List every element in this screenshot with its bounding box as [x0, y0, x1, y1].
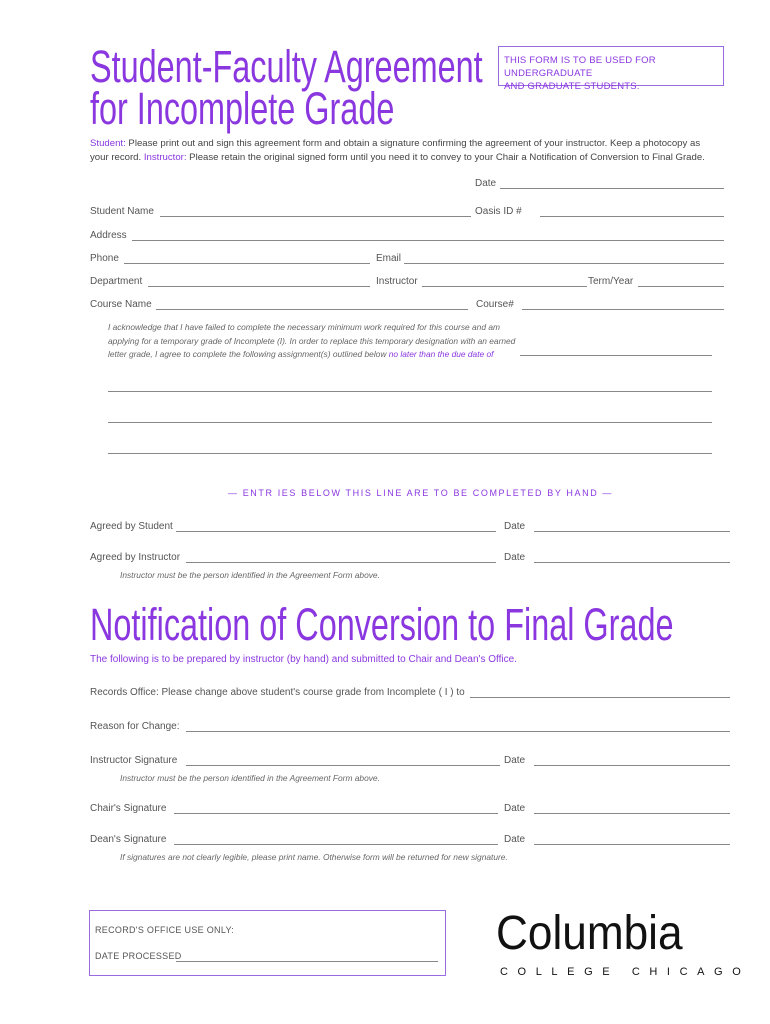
reason-label: Reason for Change:: [90, 721, 180, 732]
notice-line1: THIS FORM IS TO BE USED FOR UNDERGRADUATE: [504, 55, 656, 79]
email-field[interactable]: [404, 263, 724, 264]
dean-signature-date-label: Date: [504, 834, 526, 845]
instructor-signature-date[interactable]: [534, 765, 730, 766]
student-name-field[interactable]: [160, 216, 471, 217]
agreed-student-date-label: Date: [504, 521, 526, 532]
student-instructions: Please print out and sign this agreement form and obtain a signature confirming the agreement of your instructor. Keep a photocopy as: [125, 138, 701, 149]
term-year-field[interactable]: [638, 286, 724, 287]
term-year-label: Term/Year: [588, 276, 634, 287]
course-number-label: Course#: [476, 299, 514, 310]
phone-label: Phone: [90, 253, 119, 264]
college-chicago-logo-text: COLLEGE CHICAGO: [500, 966, 751, 978]
course-name-field[interactable]: [156, 309, 468, 310]
address-label: Address: [90, 230, 127, 241]
agreed-instructor-label: Agreed by Instructor: [90, 552, 181, 563]
course-number-field[interactable]: [522, 309, 724, 310]
acknowledgement-line2: applying for a temporary grade of Incomplete (I). In order to replace this temporary designation with an earned: [108, 335, 516, 346]
acknowledgement-line1: I acknowledge that I have failed to complete the necessary minimum work required for this course and am: [108, 322, 500, 332]
form-title-line1: Student-Faculty Agreement: [90, 41, 483, 92]
email-label: Email: [376, 253, 402, 264]
instructor-instructions: Please retain the original signed form until you need it to convey to your Chair a Notification of Conversion to Final Grade.: [186, 152, 705, 163]
chair-signature-date-label: Date: [504, 803, 526, 814]
instructor-label: Instructor:: [143, 152, 187, 163]
legibility-note: If signatures are not clearly legible, please print name. Otherwise form will be returned for new signature.: [120, 852, 508, 862]
due-date-field[interactable]: [520, 355, 712, 356]
instructions: [90, 137, 730, 165]
instructor-signature-field[interactable]: [186, 765, 500, 766]
notification-subtitle: The following is to be prepared by instructor (by hand) and submitted to Chair and Dean's Office.: [90, 654, 517, 665]
dean-signature-label: Dean's Signature: [90, 834, 167, 845]
dean-signature-date[interactable]: [534, 844, 730, 845]
address-field[interactable]: [132, 240, 724, 241]
date-field[interactable]: [500, 188, 724, 189]
due-date-text: no later than the due date of: [388, 349, 494, 359]
date-processed-field[interactable]: [176, 961, 438, 962]
agreed-student-date[interactable]: [534, 531, 730, 532]
assignment-line-1[interactable]: [108, 391, 712, 392]
oasis-id-field[interactable]: [540, 216, 724, 217]
date-processed-label: DATE PROCESSED: [95, 951, 182, 961]
student-label: Student:: [90, 138, 126, 149]
agreed-instructor-date[interactable]: [534, 562, 730, 563]
chair-signature-label: Chair's Signature: [90, 803, 167, 814]
agreed-instructor-date-label: Date: [504, 552, 526, 563]
assignment-line-3[interactable]: [108, 453, 712, 454]
columbia-logo: Columbia: [496, 907, 683, 960]
records-office-box: [89, 910, 446, 976]
course-name-label: Course Name: [90, 299, 152, 310]
student-name-label: Student Name: [90, 206, 154, 217]
undergrad-notice-box: [498, 46, 724, 92]
department-label: Department: [90, 276, 143, 287]
agreed-student-signature[interactable]: [176, 531, 496, 532]
instructor-field[interactable]: [422, 286, 587, 287]
instructor-label: Instructor: [376, 276, 418, 287]
dean-signature-field[interactable]: [174, 844, 498, 845]
form-title: [90, 41, 483, 134]
department-field[interactable]: [148, 286, 370, 287]
oasis-id-label: Oasis ID #: [475, 206, 522, 217]
chair-signature-field[interactable]: [174, 813, 498, 814]
final-grade-field[interactable]: [470, 697, 730, 698]
assignment-line-2[interactable]: [108, 422, 712, 423]
office-use-label: RECORD'S OFFICE USE ONLY:: [95, 925, 235, 935]
date-label: Date: [475, 178, 497, 189]
hand-completion-divider: — ENTR IES BELOW THIS LINE ARE TO BE COMPLETED BY HAND —: [228, 488, 614, 498]
acknowledgement-line3: letter grade, I agree to complete the following assignment(s) outlined below: [108, 349, 389, 359]
notification-title: Notification of Conversion to Final Grade: [90, 599, 674, 650]
reason-field[interactable]: [186, 731, 730, 732]
student-instructions-cont: your record.: [90, 152, 144, 163]
notice-line2: AND GRADUATE STUDENTS.: [504, 81, 640, 92]
instructor-identity-note: Instructor must be the person identified in the Agreement Form above.: [120, 570, 380, 580]
form-title-line2: for Incomplete Grade: [90, 83, 395, 134]
phone-field[interactable]: [124, 263, 370, 264]
records-office-label: Records Office: Please change above student's course grade from Incomplete ( I ) to: [90, 687, 465, 698]
instructor-signature-date-label: Date: [504, 755, 526, 766]
chair-signature-date[interactable]: [534, 813, 730, 814]
agreed-instructor-signature[interactable]: [186, 562, 496, 563]
agreed-student-label: Agreed by Student: [90, 521, 173, 532]
instructor-signature-label: Instructor Signature: [90, 755, 178, 766]
instructor-identity-note-2: Instructor must be the person identified in the Agreement Form above.: [120, 773, 380, 783]
